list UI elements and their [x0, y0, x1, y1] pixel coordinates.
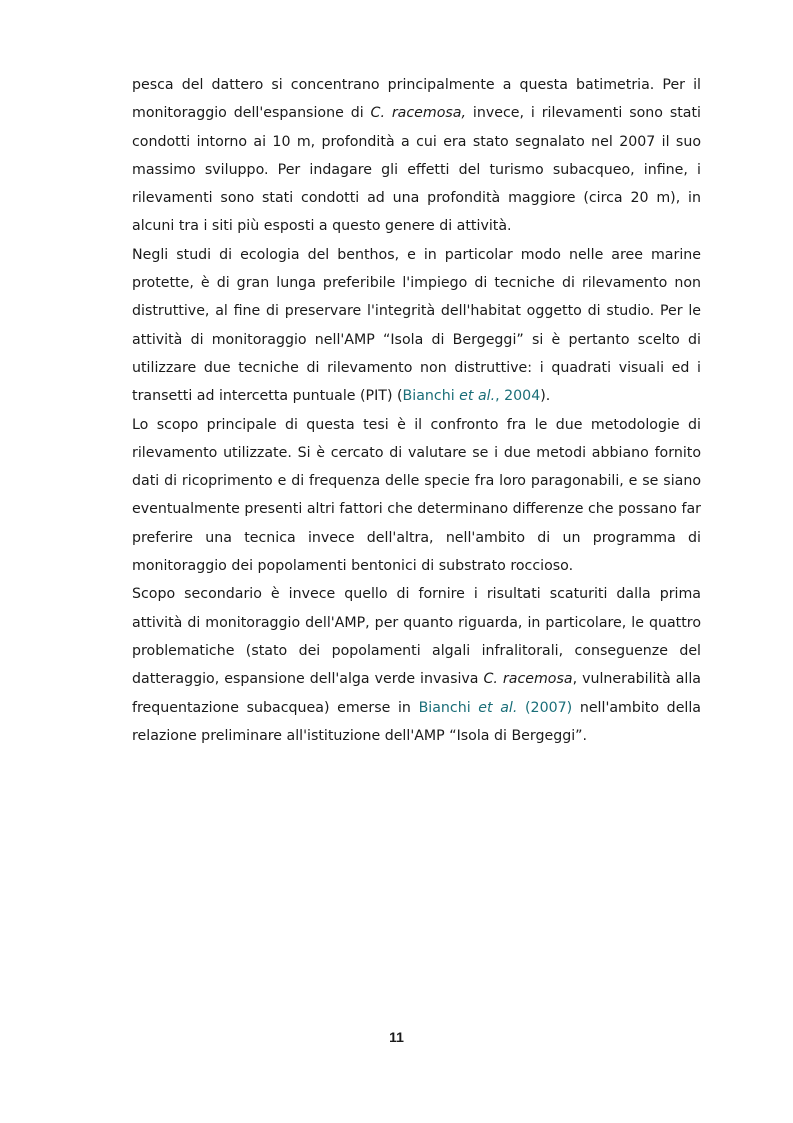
text-run: invece, i rilevamenti sono stati condotti intorno ai 10 m, profondità a cui era stato segnalato nel 2007 il suo massimo sviluppo. Per indagare gli effetti del turismo subacqueo, infine, i rilevamenti sono stati condotti ad una profondità maggiore (circa 20 m), in alcuni tra i siti più esposti a questo genere di attività. [132, 105, 701, 235]
text-run: nell'ambito della relazione preliminare all'istituzione dell'AMP “Isola di Bergeggi”. [132, 699, 701, 744]
paragraph [132, 71, 701, 241]
paragraph [132, 580, 701, 750]
citation-link[interactable]: Bianchi [402, 388, 460, 405]
citation-link[interactable]: Bianchi [418, 699, 479, 716]
paragraph [132, 411, 701, 581]
citation-link[interactable]: (2007) [517, 699, 573, 716]
page-number: 11 [389, 1029, 404, 1045]
citation-link[interactable]: et al. [459, 388, 496, 405]
text-run: Scopo secondario è invece quello di fornire i risultati scaturiti dalla prima attività di monitoraggio dell'AMP, per quanto riguarda, in particolare, le quattro problematiche (stato dei popolamenti algali infralitorali, conseguenze del datteraggio, espansione dell'alga verde invasiva [132, 586, 701, 688]
species-name: C. racemosa [483, 671, 573, 688]
text-run: Lo scopo principale di questa tesi è il confronto fra le due metodologie di rilevamento utilizzate. Si è cercato di valutare se i due metodi abbiano fornito dati di ricoprimento e di frequenza delle specie fra loro paragonabili, e se siano eventualmente presenti altri fattori che determinano differenze che possano far preferire una tecnica invece dell'altra, nell'ambito di un programma di monitoraggio dei popolamenti bentonici di substrato roccioso. [132, 416, 701, 575]
species-name: C. racemosa, [370, 105, 466, 122]
paragraph [132, 241, 701, 411]
body-text [132, 71, 701, 750]
text-run: Negli studi di ecologia del benthos, e in particolar modo nelle aree marine protette, è di gran lunga preferibile l'impiego di tecniche di rilevamento non distruttive, al fine di preservare l'integrità dell'habitat oggetto di studio. Per le attività di monitoraggio nell'AMP “Isola di Bergeggi” si è pertanto scelto di utilizzare due tecniche di rilevamento non distruttive: i quadrati visuali ed i transetti ad intercetta puntuale (PIT) ( [132, 246, 701, 405]
text-run: pesca del dattero si concentrano principalmente a questa batimetria. Per il monitoraggio dell'espansione di [132, 77, 701, 122]
citation-link[interactable]: , 2004 [495, 388, 541, 405]
text-run: , vulnerabilità alla frequentazione subacquea) emerse in [132, 671, 702, 716]
citation-link[interactable]: et al. [478, 699, 518, 716]
text-run: ). [540, 388, 551, 405]
